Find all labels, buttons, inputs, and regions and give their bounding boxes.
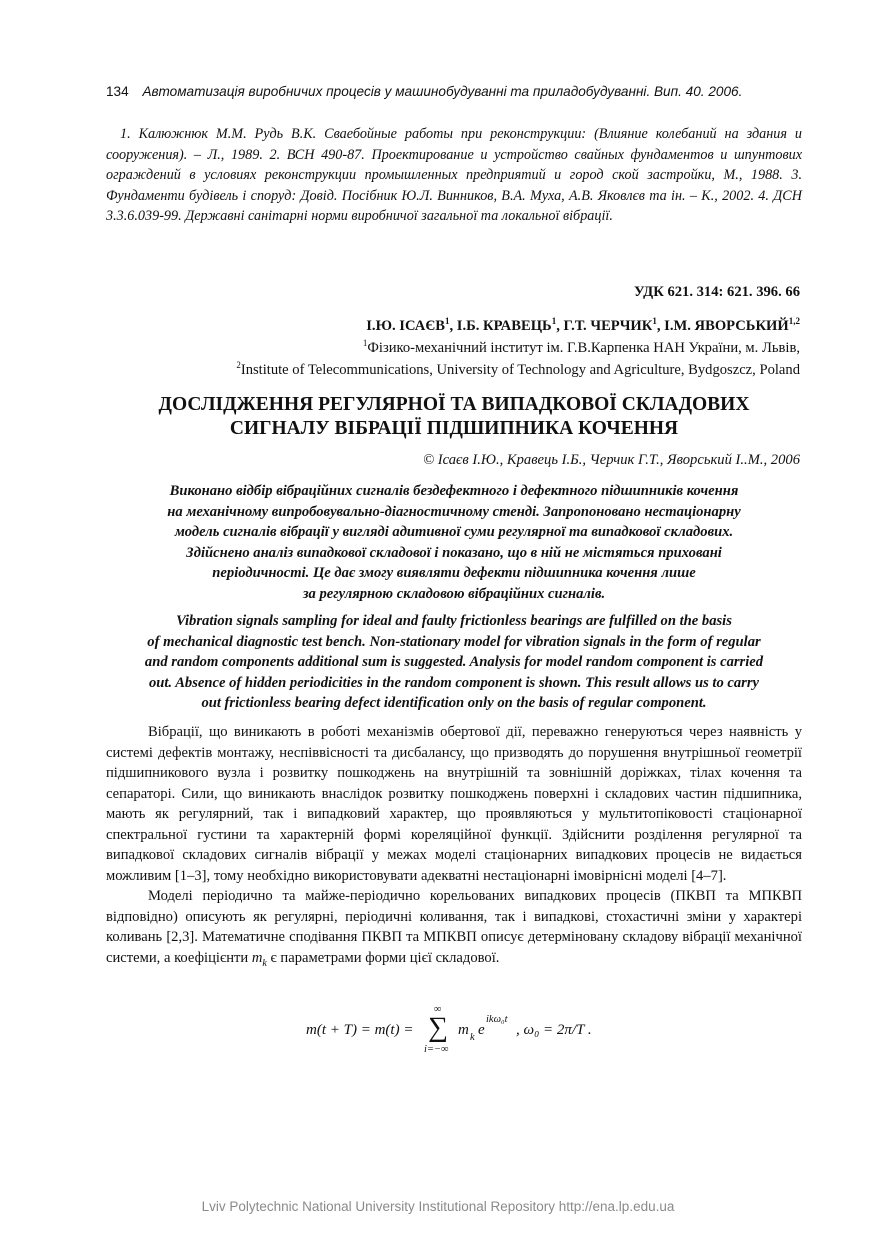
abstract-line: out frictionless bearing defect identification only on the basis of regular component.: [201, 695, 707, 711]
author-list: [366, 318, 800, 335]
paragraph-text: Моделі періодично та майже-періодично корельованих випадкових процесів (ПКВП та МПКВП відповідно) описують як регулярні, періодичні коливання, так і випадкові, стохастичні зміни у характері коливань [2,3]. Математичне сподівання ПКВП та МПКВП описує детерміновану складову вібрації механічної системи, а коефіцієнти: [106, 888, 802, 966]
exponential-base: e: [478, 1022, 485, 1038]
author-name: , Г.Т. ЧЕРЧИК: [556, 318, 653, 334]
abstract-line: Здійснено аналіз випадкової складової і показано, що в ній не містяться приховані: [186, 544, 722, 561]
author-affil-mark: 1: [551, 316, 557, 326]
exponent: ikω₀t: [486, 1014, 508, 1025]
coefficient-symbol: m: [251, 949, 263, 966]
affiliation-2: [236, 362, 800, 379]
sum-lower-limit: i=−∞: [424, 1044, 449, 1055]
abstract-line: and random components additional sum is suggested. Analysis for model random component is carried: [144, 654, 764, 670]
title-line: СИГНАЛУ ВІБРАЦІЇ ПІДШИПНИКА КОЧЕННЯ: [229, 417, 679, 439]
affiliation-mark: 2: [236, 360, 241, 370]
references-paragraph: 1. Калюжнюк М.М. Рудь В.К. Сваебойные работы при реконструкции: (Влияние колебаний на здания и сооружения). – Л., 1989. 2. ВСН 490-87. Проектирование и устройство свайных фундаментов и шпунтових ограждений в условиях реконструкции промышленных предприятий и город ской застройки, М., 1988. 3. Фундаменти будівель і споруд: Довід. Посібник Ю.Л. Винников, В.А. Муха, А.В. Яковлєв та ін. – К., 2002. 4. ДСН 3.3.6.039-99. Державні санітарні норми виробничої загальної та локальної вібрації.: [106, 126, 802, 224]
term-subscript: k: [470, 1032, 475, 1043]
abstract-line: of mechanical diagnostic test bench. Non-stationary model for vibration signals in the form of regular: [147, 633, 761, 650]
equation-lhs: m(t + T) = m(t) =: [306, 1022, 414, 1038]
sum-upper-limit: ∞: [434, 1004, 442, 1015]
body-paragraph-2: [106, 886, 802, 974]
journal-title: Автоматизація виробничих процесів у машинобудуванні та приладобудуванні. Вип. 40. 2006.: [142, 84, 743, 99]
abstract-line: на механічному випробовувально-діагностичному стенді. Запропоновано нестаціонарну: [167, 503, 741, 520]
paper-title: [106, 393, 802, 440]
abstract-english: [106, 611, 802, 714]
author-name: І.Ю. ІСАЄВ: [366, 318, 445, 334]
abstract-line: Виконано відбір вібраційних сигналів бездефектного і дефектного підшипників кочення: [169, 483, 739, 499]
abstract-line: Vibration signals sampling for ideal and faulty frictionless bearings are fulfilled on the basis: [176, 613, 732, 629]
body-text: [106, 722, 802, 974]
udk-code: УДК 621. 314: 621. 396. 66: [633, 284, 800, 300]
equation-rhs: , ω₀ = 2π/T .: [516, 1022, 592, 1038]
author-name: , І.М. ЯВОРСЬКИЙ: [656, 318, 789, 334]
repository-footer: Lviv Polytechnic National University Institutional Repository http://ena.lp.edu.ua: [201, 1199, 675, 1214]
coefficient-subscript: k: [262, 957, 267, 969]
abstract-line: за регулярною складовою вібраційних сигналів.: [302, 585, 606, 602]
author-affil-mark: 1,2: [788, 316, 800, 326]
term-symbol: m: [458, 1022, 469, 1038]
abstract-line: out. Absence of hidden periodicities in the random component is shown. This result allows us to carry: [148, 674, 760, 691]
author-affil-mark: 1: [652, 316, 657, 326]
affiliation-text: Institute of Telecommunications, University of Technology and Agriculture, Bydgoszcz, Poland: [240, 362, 800, 378]
paragraph-text: є параметрами форми цієї складової.: [266, 949, 500, 966]
equation: [300, 1004, 640, 1064]
author-name: , І.Б. КРАВЕЦЬ: [449, 318, 552, 334]
abstract-ukrainian: [106, 481, 802, 604]
affiliation-mark: 1: [362, 338, 368, 348]
affiliation-text: Фізико-механічний інститут ім. Г.В.Карпенка НАН України, м. Львів,: [367, 340, 800, 356]
sum-symbol: ∑: [428, 1012, 448, 1043]
abstract-line: модель сигналів вібрації у вигляді адитивної суми регулярної та випадкової складових.: [174, 524, 734, 540]
page-number: 134: [106, 84, 129, 99]
abstract-line: періодичності. Це дає змогу виявляти дефекти підшипника кочення лише: [212, 565, 696, 581]
title-line: ДОСЛІДЖЕННЯ РЕГУЛЯРНОЇ ТА ВИПАДКОВОЇ СКЛАДОВИХ: [158, 394, 750, 415]
author-affil-mark: 1: [444, 316, 450, 326]
running-header: [106, 84, 806, 99]
copyright-line: © Ісаєв І.Ю., Кравець І.Б., Черчик Г.Т., Яворський І..М., 2006: [423, 452, 800, 468]
affiliation-1: [363, 340, 800, 357]
body-paragraph-1: Вібрації, що виникають в роботі механізмів обертової дії, переважно генеруються через наявність у системі дефектів монтажу, неспіввісності та дисбалансу, що призводять до порушення внутрішньої геометрії підшипникового вузла і розвитку пошкоджень на внутрішній та зовнішній доріжках, тілах кочення та сепараторі. Сили, що виникають внаслідок розвитку пошкоджень поверхні і складових частин підшипника, мають як регулярний, так і випадковий характер, що проявляються у мультитопіковості стаціонарної спектральної густини та характерній формі кореляційної функції. Здійснити розділення регулярної та випадкової складових сигналів вібрації у межах моделі стаціонарних випадкових процесів не видається можливим [1–3], тому необхідно використовувати адекватні нестаціонарні імовірнісні моделі [4–7].: [106, 724, 802, 884]
